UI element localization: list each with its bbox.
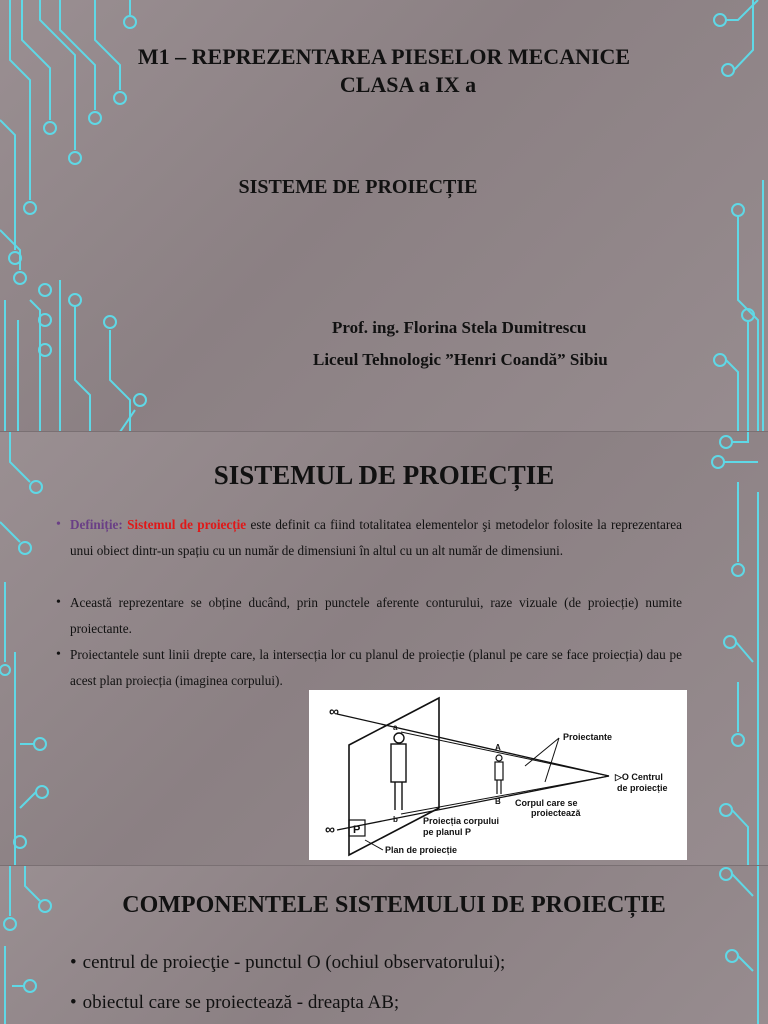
label-corp-2: proiectează bbox=[531, 808, 581, 818]
subtitle: SISTEME DE PROIECȚIE bbox=[238, 176, 478, 198]
bullet: • bbox=[56, 595, 61, 610]
representation-paragraph bbox=[56, 590, 682, 642]
definition-term: Sistemul de proiecție bbox=[127, 517, 247, 532]
label-a: a bbox=[393, 723, 398, 732]
bullet: • bbox=[56, 517, 61, 532]
object-figure bbox=[495, 755, 503, 794]
projector-line-top bbox=[337, 714, 609, 776]
projected-figure bbox=[391, 733, 406, 810]
label-A: A bbox=[495, 743, 501, 752]
school-name: Liceul Tehnologic ”Henri Coandă” Sibiu bbox=[313, 350, 608, 369]
label-proiectia-2: pe planul P bbox=[423, 827, 472, 837]
list-item-text: centrul de proiecţie - punctul O (ochiul observatorului); bbox=[82, 952, 506, 973]
label-b: b bbox=[393, 815, 398, 824]
bullet: • bbox=[70, 992, 77, 1013]
label-proiectia-1: Proiecția corpului bbox=[423, 816, 500, 826]
bullet: • bbox=[56, 647, 61, 662]
slide-title: SISTEMUL DE PROIECȚIE bbox=[213, 460, 555, 490]
label-plan: Plan de proiecție bbox=[385, 845, 458, 855]
infinity-top-label: ∞ bbox=[329, 703, 339, 719]
circuit-decoration-right bbox=[708, 866, 768, 1024]
author-name: Prof. ing. Florina Stela Dumitrescu bbox=[332, 318, 587, 337]
class-title: CLASA a IX a bbox=[339, 72, 477, 97]
label-proiectante: Proiectante bbox=[563, 732, 613, 742]
projectors-paragraph bbox=[56, 642, 682, 694]
label-centru-2: de proiecție bbox=[617, 783, 668, 793]
slide-title: COMPONENTELE SISTEMULUI DE PROIECȚIE bbox=[122, 892, 666, 918]
infinity-bottom-label: ∞ bbox=[325, 821, 335, 837]
list-item-text: obiectul care se proiectează - dreapta AB; bbox=[82, 992, 400, 1013]
projection-diagram bbox=[309, 690, 687, 860]
list-item bbox=[70, 992, 399, 1014]
definition-label: Definiție: bbox=[70, 517, 123, 532]
definition-text: este definit ca fiind totalitatea elementelor şi metodelor folosite la reprezentarea unui obiect dintr-un spațiu cu un număr de dimensiuni în altul cu un alt număr de dimensiuni. bbox=[70, 517, 683, 558]
circuit-decoration-left bbox=[0, 866, 70, 1024]
bullet: • bbox=[70, 952, 77, 973]
label-P: P bbox=[353, 824, 361, 836]
main-title: M1 – REPREZENTAREA PIESELOR MECANICE bbox=[137, 44, 631, 69]
definition-paragraph bbox=[56, 512, 683, 564]
components-slide bbox=[0, 866, 768, 1024]
label-B: B bbox=[495, 797, 501, 806]
definition-slide bbox=[0, 432, 768, 866]
list-item bbox=[70, 952, 505, 974]
paragraph-text: Proiectantele sunt linii drepte care, la intersecția lor cu planul de proiecție (planul pe care se face proiecția) dau pe acest plan proiecția (imaginea corpului). bbox=[70, 647, 682, 688]
label-corp-1: Corpul care se bbox=[515, 798, 578, 808]
paragraph-text: Această reprezentare se obține ducând, prin punctele aferente conturului, raze vizuale (de proiecție) numite proiectante. bbox=[70, 595, 682, 636]
label-centru-1: ▷O Centrul bbox=[615, 772, 663, 782]
title-slide bbox=[0, 0, 768, 432]
circuit-decoration-right bbox=[708, 432, 768, 866]
